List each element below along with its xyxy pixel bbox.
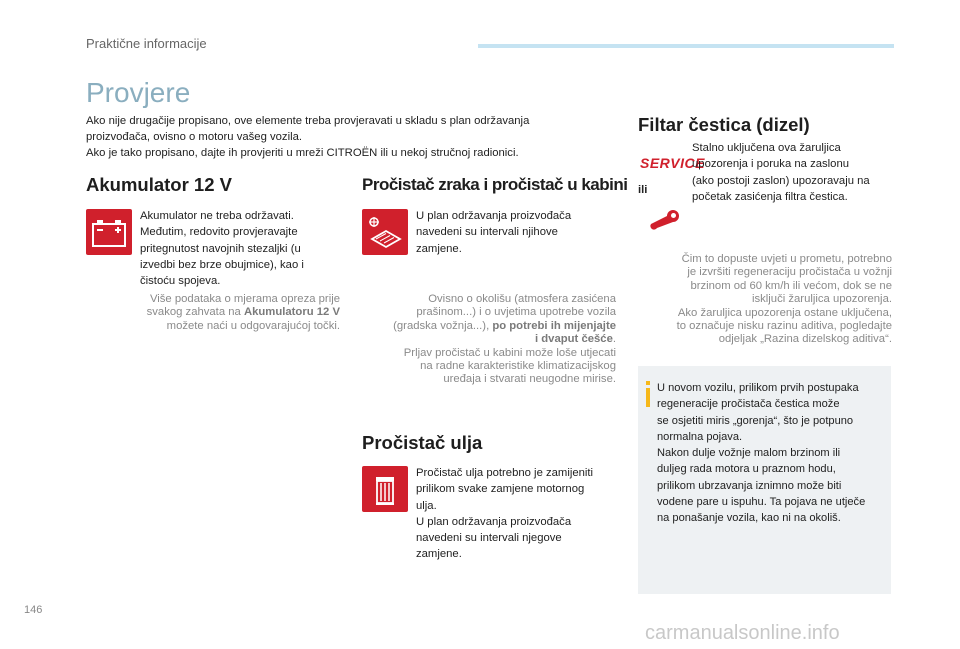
note-line: Više podataka o mjerama opreza prije xyxy=(149,293,340,305)
note-line: je izvršiti regeneraciju pročistača u vožnji xyxy=(687,266,892,279)
particle-filter-text xyxy=(692,140,892,205)
text-line: regeneracije pročistača čestica može xyxy=(657,398,840,411)
text-line: Međutim, redovito provjeravajte xyxy=(140,226,298,239)
particle-filter-note xyxy=(638,253,892,347)
service-warning-label: SERVICE xyxy=(640,155,705,171)
text-line: na ponašanje vozila, kao ni na okoliš. xyxy=(657,512,841,525)
text-line: zamjene. xyxy=(416,242,462,255)
oil-filter-text xyxy=(416,465,626,563)
note-line: uređaja i stvarati neugodne mirise. xyxy=(443,373,616,386)
page-title: Provjere xyxy=(86,77,191,108)
note-link-battery: Akumulatoru 12 V xyxy=(243,306,340,319)
battery-note xyxy=(86,293,340,333)
note-line: Ako žaruljica upozorenja ostane uključena, xyxy=(677,306,892,319)
oil-filter-title: Pročistač ulja xyxy=(362,432,483,453)
text-line: Nakon dulje vožnje malom brzinom ili xyxy=(657,447,841,460)
text-line: navedeni su intervali njegove xyxy=(416,532,562,545)
air-filter-text xyxy=(416,208,616,257)
text-line: Pročistač ulja potrebno je zamijeniti xyxy=(416,467,594,479)
oil-filter-icon xyxy=(362,466,408,512)
battery-title: Akumulator 12 V xyxy=(86,174,232,195)
info-text xyxy=(657,380,887,527)
text-line: ulja. xyxy=(416,499,437,512)
text-line: duljeg rada motora u praznom hodu, xyxy=(657,463,836,476)
text-line: Akumulator ne treba održavati. xyxy=(140,210,294,222)
text-line: izvedbi bez brze obujmice), kao i xyxy=(140,258,304,271)
text-line: početak zasićenja filtra čestica. xyxy=(692,190,848,203)
note-line xyxy=(362,333,616,346)
intro-line: Ako nije drugačije propisano, ove elemente treba provjeravati u skladu s plan održavanja xyxy=(86,115,530,127)
text-line: U novom vozilu, prilikom prvih postupaka xyxy=(657,382,859,394)
text-line: čistoću spojeva. xyxy=(140,275,221,288)
note-emphasis: i dvaput češće xyxy=(535,333,613,346)
note-line: to označuje nisku razinu aditiva, pogledajte xyxy=(676,320,892,333)
note-line: Prljav pročistač u kabini može loše utjecati xyxy=(403,346,616,359)
air-filter-note xyxy=(362,293,616,387)
text-line: U plan održavanja proizvođača xyxy=(416,210,572,222)
or-label: ili xyxy=(638,184,648,196)
battery-text xyxy=(140,208,340,289)
note-line xyxy=(86,306,340,319)
battery-icon xyxy=(86,209,132,255)
note-text: (gradska vožnja...), xyxy=(393,319,493,332)
note-line: prašinom...) i o uvjetima upotrebe vozila xyxy=(416,306,616,319)
text-line: zamjene. xyxy=(416,548,462,561)
text-line: prilikom svake zamjene motornog xyxy=(416,483,585,496)
note-line: brzinom od 60 km/h ili većom, dok se ne xyxy=(690,279,892,292)
text-line: se osjetiti miris „gorenja“, što je potpuno xyxy=(657,414,854,427)
particle-filter-title: Filtar čestica (dizel) xyxy=(638,114,810,135)
text-line: navedeni su intervali njihove xyxy=(416,226,558,239)
air-filter-title: Pročistač zraka i pročistač u kabini xyxy=(362,175,628,194)
watermark: carmanualsonline.info xyxy=(645,622,840,644)
text-line: pritegnutost navojnih stezaljki (u xyxy=(140,242,301,255)
page-number: 146 xyxy=(24,604,43,616)
text-line: prilikom ubrzavanja iznimno može biti xyxy=(657,479,842,492)
text-line: (ako postoji zaslon) upozoravaju na xyxy=(692,174,870,187)
text-line: Stalno uključena ova žaruljica xyxy=(692,142,841,154)
note-line: odjeljak „Razina dizelskog aditiva“. xyxy=(718,333,892,346)
intro-line: proizvođača, ovisno o motoru vašeg vozila. xyxy=(86,131,303,143)
text-line: normalna pojava. xyxy=(657,430,743,443)
text-line: vodene pare u ispuhu. Ta pojava ne utječe xyxy=(657,496,866,509)
note-line: Čim to dopuste uvjeti u prometu, potrebno xyxy=(681,253,892,265)
intro-line: Ako je tako propisano, dajte ih provjeriti u mreži CITROËN ili u nekoj stručnoj radionici. xyxy=(86,147,519,159)
text-line: U plan održavanja proizvođača xyxy=(416,515,572,528)
note-line: Ovisno o okolišu (atmosfera zasićena xyxy=(428,293,616,305)
note-text: . xyxy=(612,333,616,346)
header-rule xyxy=(478,44,894,48)
info-icon xyxy=(644,381,652,412)
note-text: svakog zahvata na xyxy=(146,306,244,319)
air-filter-icon xyxy=(362,209,408,255)
text-line: upozorenja i poruka na zaslonu xyxy=(692,158,850,171)
note-line xyxy=(362,320,616,333)
intro-text xyxy=(86,113,566,161)
note-emphasis: po potrebi ih mijenjajte xyxy=(492,319,616,332)
header-section-label: Praktične informacije xyxy=(86,36,207,51)
wrench-icon xyxy=(647,205,681,236)
note-line: možete naći u odgovarajućoj točki. xyxy=(166,319,340,332)
note-line: isključi žaruljica upozorenja. xyxy=(751,293,892,306)
note-line: na radne karakteristike klimatizacijskog xyxy=(420,360,616,373)
